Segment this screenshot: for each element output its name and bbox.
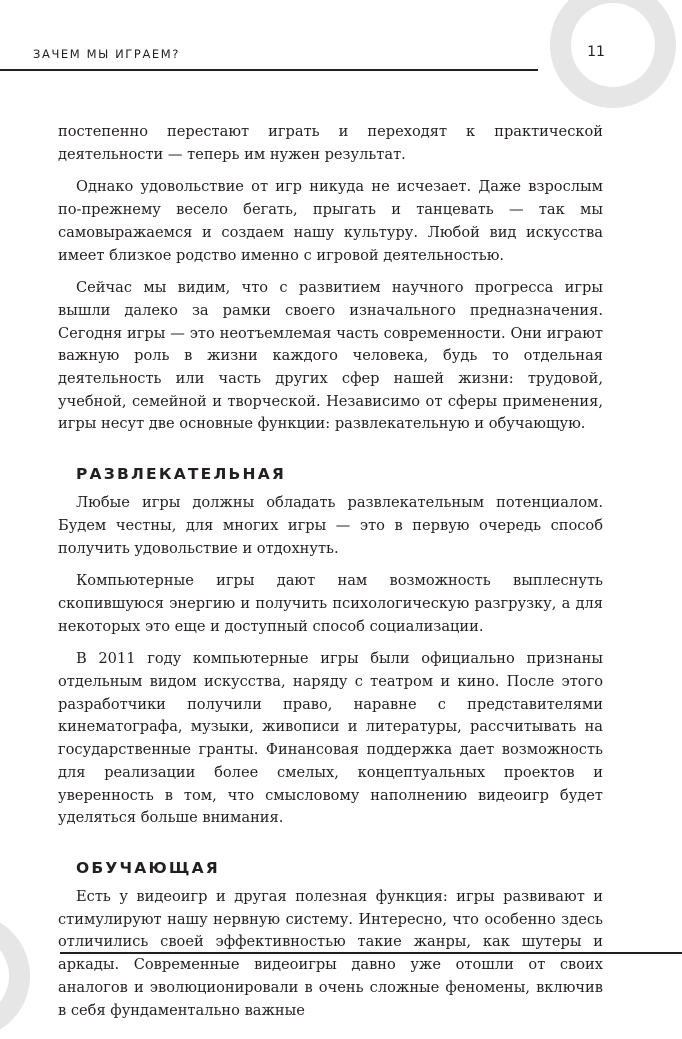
corner-ring-decoration xyxy=(550,0,676,108)
page-number: 11 xyxy=(587,44,605,60)
page-body xyxy=(58,121,603,1032)
paragraph: Любые игры должны обладать развлекательным потенциалом. Будем честны, для многих игры — это в первую очередь способ получить удовольствие и отдохнуть. xyxy=(58,494,603,557)
paragraph: В 2011 году компьютерные игры были официально признаны отдельным видом искусства, наряду с театром и кино. После этого разработчики получили право, наравне с представителями кинематографа, музыки, живописи и литературы, рассчитывать на государственные гранты. Финансовая поддержка дает возможность для реализации более смелых, концептуальных проектов и уверенность в том, что смысловому наполнению видеоигр будет уделяться больше внимания. xyxy=(58,650,603,827)
corner-ring-decoration xyxy=(0,913,30,1039)
paragraph: Однако удовольствие от игр никуда не исчезает. Даже взрослым по-прежнему весело бегать, прыгать и танцевать — так мы самовыражаемся и создаем нашу культуру. Любой вид искусства имеет близкое родство именно с игровой деятельностью. xyxy=(58,178,603,264)
paragraph: Компьютерные игры дают нам возможность выплеснуть скопившуюся энергию и получить психологическую разгрузку, а для некоторых это еще и доступный способ социализации. xyxy=(58,572,603,635)
running-head: ЗАЧЕМ МЫ ИГРАЕМ? xyxy=(33,47,181,61)
header-rule xyxy=(0,69,538,71)
paragraph: Сейчас мы видим, что с развитием научного прогресса игры вышли далеко за рамки своего изначального предназначения. Сегодня игры — это неотъемлемая часть современности. Они играют важную роль в жизни каждого человека, будь то отдельная деятельность или часть других сфер нашей жизни: трудовой, учебной, семейной и творческой. Независимо от сферы применения, игры несут две основные функции: развлекательную и обучающую. xyxy=(58,279,603,433)
section-heading: РАЗВЛЕКАТЕЛЬНАЯ xyxy=(76,465,287,484)
paragraph: Есть у видеоигр и другая полезная функция: игры развивают и стимулируют нашу нервную систему. Интересно, что особенно здесь отличились своей эффективностью такие жанры, как шутеры и аркады. Современные видеоигры давно уже отошли от своих аналогов и эволюционировали в очень сложные феномены, включив в себя фундаментально важные xyxy=(58,887,603,1019)
paragraph: постепенно перестают играть и переходят к практической деятельности — теперь им нужен результат. xyxy=(58,123,603,163)
section-heading: ОБУЧАЮЩАЯ xyxy=(76,858,220,877)
footer-rule xyxy=(60,952,682,954)
